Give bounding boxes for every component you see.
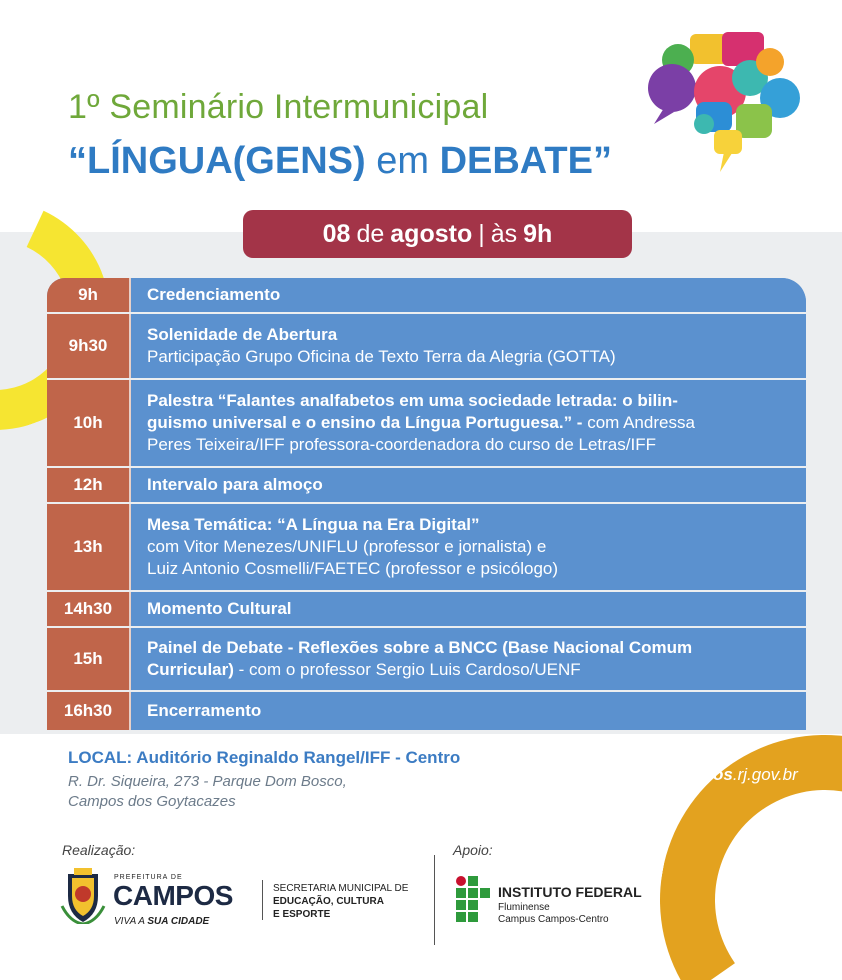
if-sub-line2: Campus Campos-Centro <box>498 914 609 925</box>
secretaria-text <box>273 882 408 921</box>
prefeitura-label: PREFEITURA DE <box>114 874 183 881</box>
schedule-row <box>47 314 806 380</box>
schedule-line: Painel de Debate - Reflexões sobre a BNCC (Base Nacional Comum <box>147 638 693 657</box>
schedule-line-bold: Curricular) <box>147 660 234 679</box>
schedule-row <box>47 592 806 628</box>
schedule-desc <box>131 692 806 730</box>
schedule-line: Mesa Temática: “A Língua na Era Digital” <box>147 515 480 534</box>
schedule-line: Palestra “Falantes analfabetos em uma sociedade letrada: o bilin- <box>147 391 678 410</box>
title-lingua: “LÍNGUA(GENS) <box>68 140 366 182</box>
campos-crest-icon <box>60 866 106 924</box>
secretaria-line2: EDUCAÇÃO, CULTURA <box>273 896 384 907</box>
schedule-row <box>47 692 806 730</box>
if-title: INSTITUTO FEDERAL <box>498 884 642 900</box>
location-block <box>68 748 460 810</box>
date-day: 08 <box>322 219 351 248</box>
schedule-row <box>47 504 806 592</box>
schedule-line: Solenidade de Abertura <box>147 325 338 344</box>
speech-bubbles-icon <box>640 26 810 176</box>
website-bold: campos <box>668 765 733 784</box>
location-address1: R. Dr. Siqueira, 273 - Parque Dom Bosco, <box>68 773 347 790</box>
schedule-time: 13h <box>47 504 131 590</box>
viva-bold: SUA CIDADE <box>147 916 210 927</box>
schedule-line-tail: com Andressa <box>582 413 695 432</box>
title-line2 <box>68 140 612 183</box>
date-separator: | <box>478 219 485 248</box>
title-debate: DEBATE” <box>439 140 612 182</box>
logo-separator <box>262 880 263 920</box>
apoio-label: Apoio: <box>453 842 493 858</box>
schedule-desc <box>131 278 806 312</box>
if-logo-icon <box>455 875 493 923</box>
schedule-desc <box>131 380 806 466</box>
schedule-time: 9h30 <box>47 314 131 378</box>
website-link[interactable] <box>628 765 798 785</box>
schedule-time: 15h <box>47 628 131 690</box>
schedule-row <box>47 468 806 504</box>
if-sub-line1: Fluminense <box>498 902 550 913</box>
schedule-line-tail: - com o professor Sergio Luis Cardoso/UENF <box>233 660 581 679</box>
date-de: de <box>356 219 385 248</box>
footer-divider <box>434 855 435 945</box>
schedule-time: 10h <box>47 380 131 466</box>
schedule-line-bold: guismo universal e o ensino da Língua Portuguesa.” - <box>147 413 583 432</box>
schedule-desc <box>131 628 806 690</box>
date-as: às <box>490 219 518 248</box>
schedule-line-mixed <box>147 659 796 681</box>
if-subtitle <box>498 902 609 926</box>
schedule-time: 14h30 <box>47 592 131 626</box>
schedule-line: Luiz Antonio Cosmelli/FAETEC (professor e psicólogo) <box>147 559 559 578</box>
schedule-row <box>47 380 806 468</box>
schedule-time: 9h <box>47 278 131 312</box>
date-hour: 9h <box>523 219 553 248</box>
website-post: .rj.gov.br <box>732 765 798 784</box>
schedule-line-mixed <box>147 412 796 434</box>
schedule-table <box>47 278 806 730</box>
secretaria-line1: SECRETARIA MUNICIPAL DE <box>273 883 409 894</box>
schedule-line: Intervalo para almoço <box>147 475 323 494</box>
website-pre: www. <box>628 765 669 784</box>
campos-logo-text: CAMPOS <box>113 880 233 911</box>
schedule-line: Momento Cultural <box>147 599 292 618</box>
schedule-desc <box>131 592 806 626</box>
schedule-line: com Vitor Menezes/UNIFLU (professor e jornalista) e <box>147 537 547 556</box>
schedule-line: Participação Grupo Oficina de Texto Terra da Alegria (GOTTA) <box>147 347 616 366</box>
schedule-desc <box>131 468 806 502</box>
date-month: agosto <box>390 219 473 248</box>
viva-pre: VIVA A <box>114 916 145 927</box>
location-address2: Campos dos Goytacazes <box>68 793 236 810</box>
schedule-row <box>47 278 806 314</box>
decorative-orange-arc <box>634 709 842 980</box>
schedule-line: Encerramento <box>147 701 262 720</box>
schedule-time: 12h <box>47 468 131 502</box>
location-title: LOCAL: Auditório Reginaldo Rangel/IFF - Centro <box>68 748 461 767</box>
schedule-desc <box>131 504 806 590</box>
title-em: em <box>376 140 430 182</box>
schedule-row <box>47 628 806 692</box>
realizacao-label: Realização: <box>62 842 136 858</box>
schedule-time: 16h30 <box>47 692 131 730</box>
secretaria-line3: E ESPORTE <box>273 909 331 920</box>
title-line1: 1º Seminário Intermunicipal <box>68 88 489 126</box>
viva-slogan <box>114 916 209 927</box>
schedule-desc <box>131 314 806 378</box>
schedule-line: Credenciamento <box>147 285 281 304</box>
schedule-line: Peres Teixeira/IFF professora-coordenadora do curso de Letras/IFF <box>147 435 656 454</box>
date-badge <box>243 210 632 258</box>
